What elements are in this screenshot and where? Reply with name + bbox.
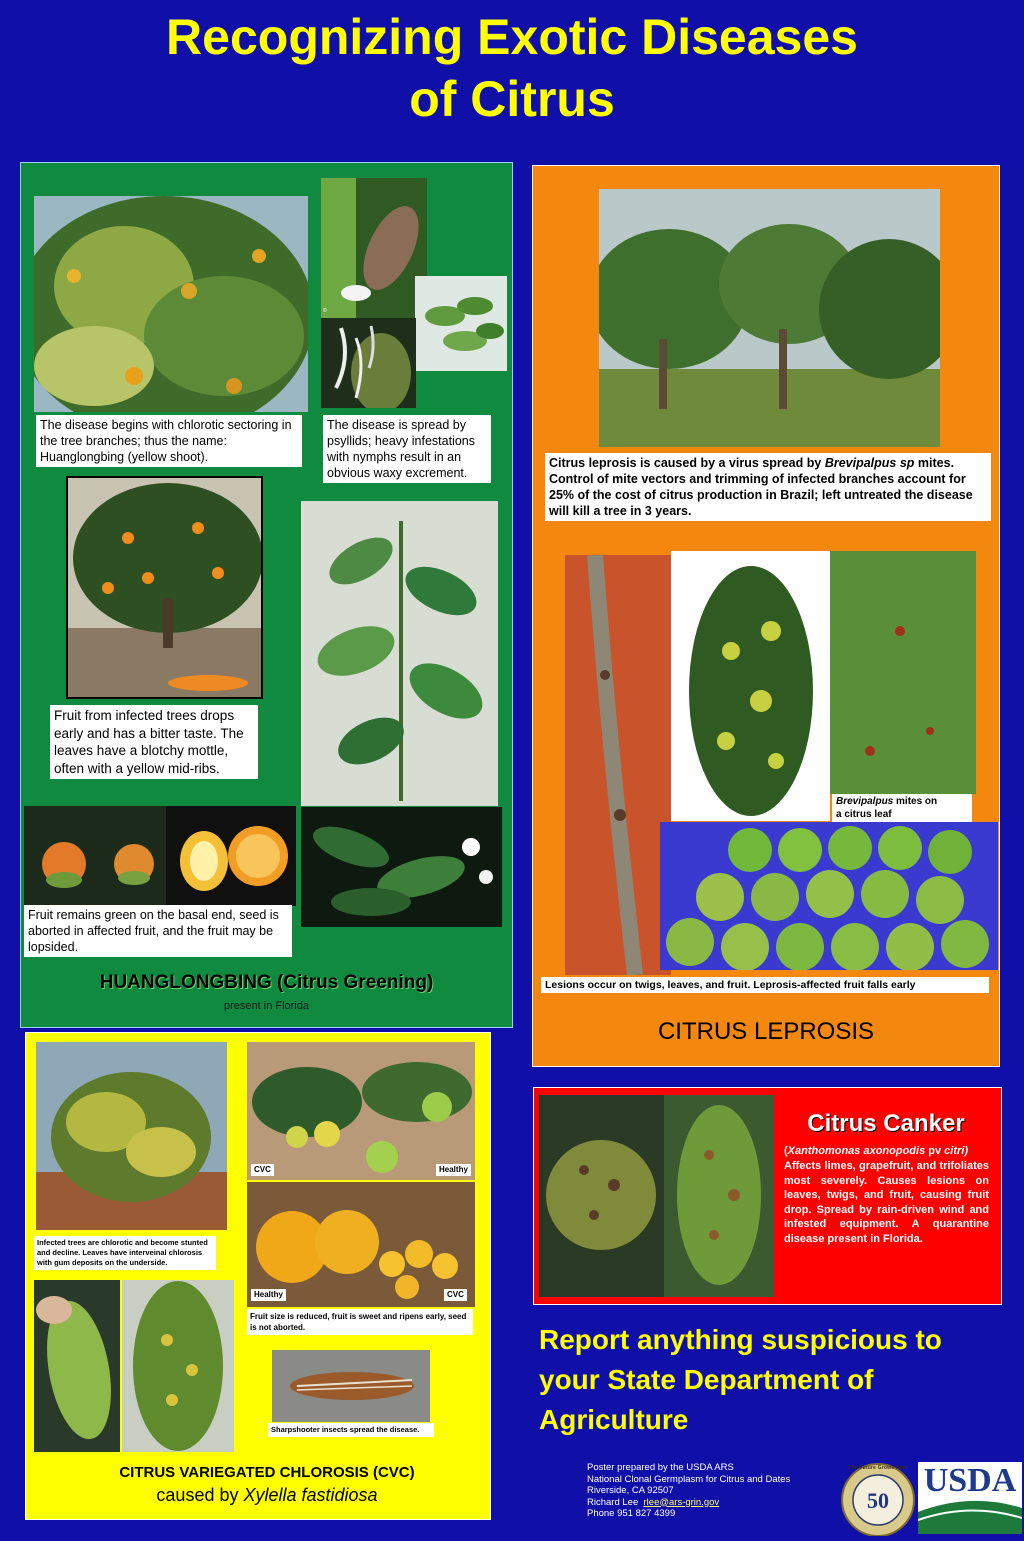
footer-email-link[interactable]: rlee@ars-grin.gov — [643, 1496, 720, 1508]
ars-logo — [840, 1462, 916, 1536]
photo-leprosis-fruit — [660, 822, 998, 970]
caption-leprosis-italic: Brevipalpus sp — [824, 456, 915, 470]
canker-sci-italic: Xanthomonas axonopodis — [787, 1145, 926, 1157]
footer-line-3: Riverside, CA 92507 — [587, 1485, 674, 1496]
photo-fruit-drop-grove — [66, 476, 263, 699]
caption-chlorotic-sectoring: The disease begins with chlorotic sectoring in the tree branches; thus the name: Huanglongbing (yellow shoot). — [36, 415, 302, 467]
caption-cvc-fruit: Fruit size is reduced, fruit is sweet and ripens early, seed is not aborted. — [247, 1309, 473, 1335]
footer-line-2: National Clonal Germplasm for Citrus and Dates — [587, 1473, 791, 1485]
canker-sci-italic2: citri) — [944, 1145, 968, 1157]
caption-lesions: Lesions occur on twigs, leaves, and fruit. Leprosis-affected fruit falls early — [541, 977, 989, 993]
caption-mites — [832, 794, 972, 822]
caption-psyllids: The disease is spread by psyllids; heavy infestations with nymphs result in an obvious waxy excrement. — [323, 415, 491, 483]
photo-psyllid-adult — [321, 178, 427, 318]
title-line-2: of Citrus — [409, 71, 615, 127]
footer-credits — [587, 1462, 832, 1520]
tag-healthy-bottom: Healthy — [251, 1289, 286, 1301]
ars-logo-ring-text: The Future Grows Here — [848, 1465, 908, 1471]
title-line-1: Recognizing Exotic Diseases — [166, 9, 858, 65]
hlb-subheading: present in Florida — [224, 1000, 309, 1012]
photo-sharpshooter — [272, 1350, 430, 1422]
report-message: Report anything suspicious to your State Department of Agriculture — [539, 1324, 942, 1435]
photo-green-fruit — [24, 806, 166, 906]
footer-name: Richard Lee — [587, 1496, 639, 1508]
usda-logo-text: USDA — [923, 1462, 1017, 1499]
ars-logo-50: 50 — [867, 1488, 889, 1513]
caption-fruit-drop: Fruit from infected trees drops early and has a bitter taste. The leaves have a blotchy mottle, often with a yellow mid-ribs. — [50, 705, 258, 779]
caption-leprosis-virus — [545, 453, 991, 521]
canker-sci-pv: pv — [925, 1145, 945, 1157]
caption-leprosis-post: mites. Control of mite vectors and trimming of infected branches account for 25% of the cost of citrus production in Brazil; left untreated the disease will kill a tree in 3 years. — [549, 456, 973, 518]
photo-leaves-flowers — [301, 807, 502, 927]
photo-cvc-leaf-hand — [34, 1280, 120, 1452]
caption-leprosis-pre: Citrus leprosis is caused by a virus spread by — [549, 456, 825, 470]
footer-contact — [587, 1497, 832, 1509]
cvc-cause — [25, 1485, 509, 1506]
poster-title — [0, 6, 1024, 130]
photo-canker-fruit — [539, 1095, 664, 1297]
footer-phone: Phone 951 827 4399 — [587, 1508, 676, 1519]
photo-cvc-branches — [247, 1042, 475, 1180]
usda-logo — [918, 1462, 1022, 1534]
cvc-heading: CITRUS VARIEGATED CHLOROSIS (CVC) — [119, 1464, 415, 1481]
caption-mites-line2: a citrus leaf — [836, 809, 892, 820]
caption-mites-italic: Brevipalpus — [836, 796, 894, 807]
leprosis-heading: CITRUS LEPROSIS — [657, 1018, 875, 1045]
photo-chlorotic-tree — [34, 196, 308, 412]
canker-body: Affects limes, grapefruit, and trifoliates most severely. Causes lesions on leaves, twigs, and fruit, causing fruit drop. Spread by rain-driven wind and infested equipment. A quarantine disease present in Florida. — [784, 1160, 989, 1245]
photo-credit: © — [323, 308, 327, 314]
tag-cvc-bottom: CVC — [444, 1289, 467, 1301]
canker-open-paren: ( — [784, 1145, 788, 1157]
footer-line-1: Poster prepared by the USDA ARS — [587, 1462, 734, 1473]
photo-cvc-leaf-chlorosis — [122, 1280, 234, 1452]
photo-leprosis-twig — [565, 555, 671, 975]
caption-sharpshooter: Sharpshooter insects spread the disease. — [268, 1423, 434, 1437]
hlb-heading: HUANGLONGBING (Citrus Greening) — [99, 972, 434, 993]
tag-healthy-top: Healthy — [436, 1164, 471, 1176]
canker-heading: Citrus Canker — [807, 1110, 965, 1137]
caption-fruit-green: Fruit remains green on the basal end, seed is aborted in affected fruit, and the fruit may be lopsided. — [24, 905, 292, 957]
caption-cvc-trees: Infected trees are chlorotic and become stunted and decline. Leaves have interveinal chlorosis with gum deposits on the underside. — [34, 1236, 216, 1270]
tag-cvc-top: CVC — [251, 1164, 274, 1176]
caption-mites-rest: mites on — [893, 796, 938, 807]
photo-canker-leaf — [664, 1095, 774, 1297]
photo-blotchy-leaves — [301, 501, 498, 806]
photo-mites-closeup — [830, 551, 976, 794]
photo-psyllid-nymphs — [321, 318, 416, 408]
photo-cut-fruit — [166, 806, 296, 906]
photo-cvc-tree — [36, 1042, 227, 1230]
photo-psyllid-shoots — [415, 276, 507, 371]
photo-leprosis-grove — [599, 189, 940, 447]
cvc-caused-by: caused by — [156, 1485, 244, 1505]
photo-leprosis-leaf — [671, 551, 830, 821]
canker-scientific — [784, 1145, 989, 1157]
cvc-pathogen: Xylella fastidiosa — [243, 1485, 378, 1505]
